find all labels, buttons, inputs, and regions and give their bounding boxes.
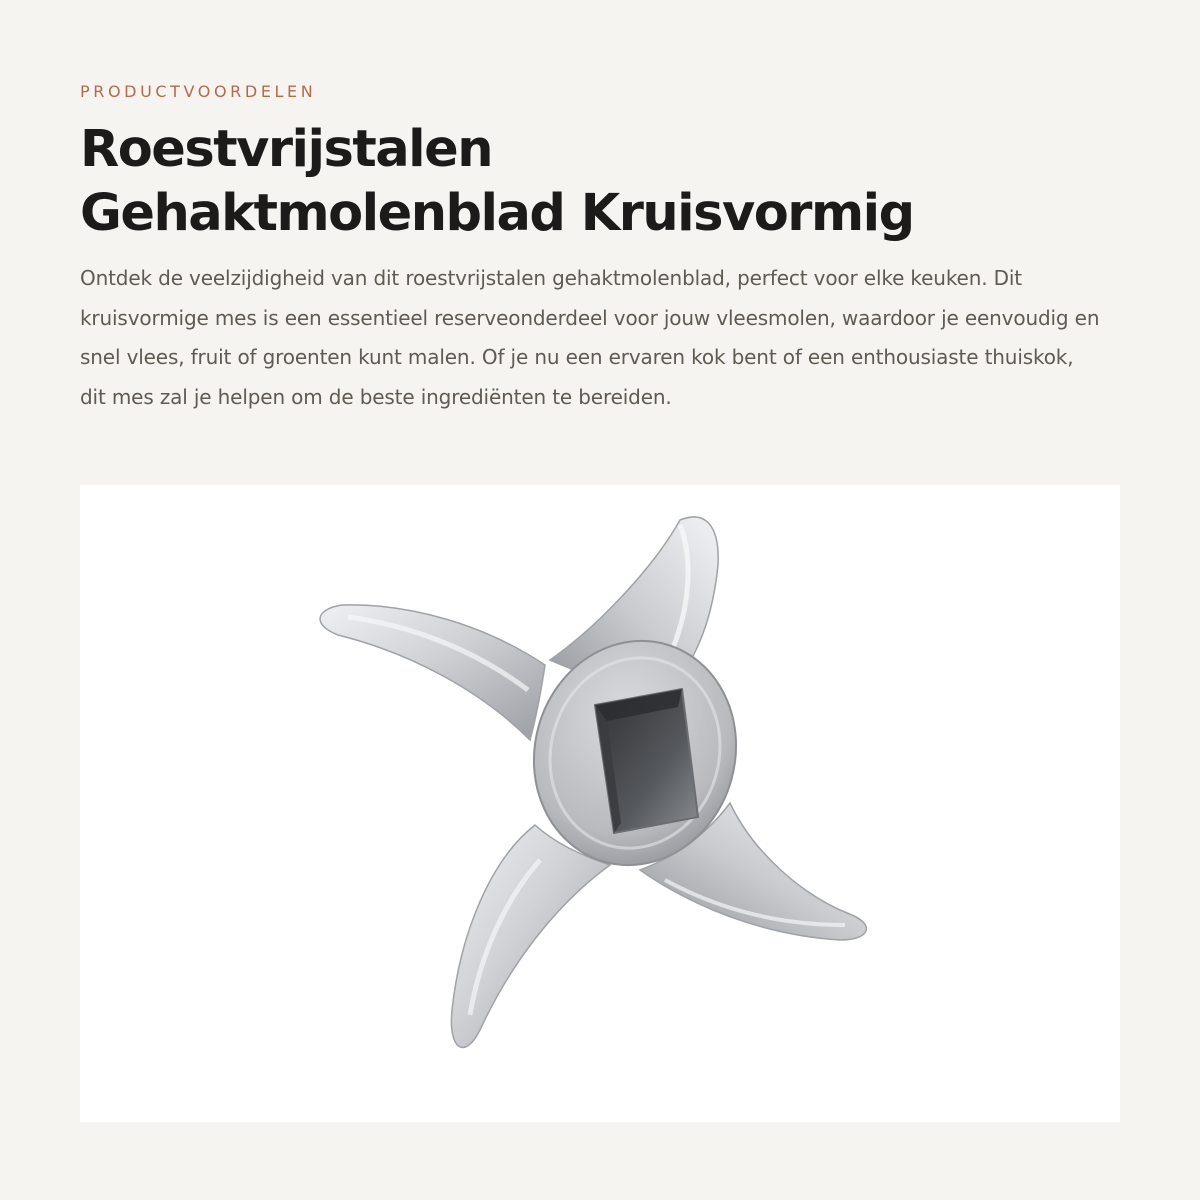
product-image <box>80 485 1120 1122</box>
blade-bottom-left <box>451 825 610 1047</box>
section-eyebrow: PRODUCTVOORDELEN <box>80 82 317 101</box>
page-title-line: Roestvrijstalen <box>80 120 493 179</box>
grinder-blade-illustration <box>80 485 1120 1122</box>
page-title-line: Gehaktmolenblad Kruisvormig <box>80 184 914 243</box>
blade-left <box>320 605 545 740</box>
page-title <box>80 118 1120 246</box>
product-description: Ontdek de veelzijdigheid van dit roestvrijstalen gehaktmolenblad, perfect voor elke keuken. Dit kruisvormige mes is een essentieel reserveonderdeel voor jouw vleesmolen, waardoor je eenvoudig en snel vlees, fruit of groenten kunt malen. Of je nu een ervaren kok bent of een enthousiaste thuiskok, dit mes zal je helpen om de beste ingrediënten te bereiden. <box>80 266 1100 409</box>
